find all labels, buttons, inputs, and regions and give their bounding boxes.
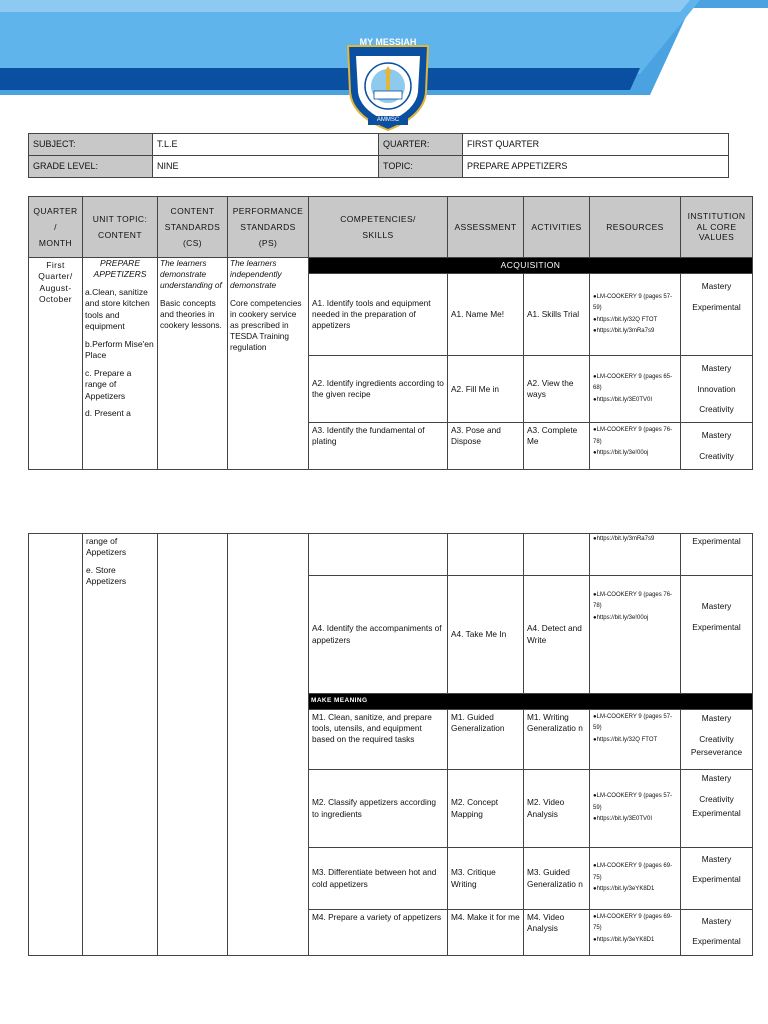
unit-topic-cell — [83, 258, 158, 470]
unit-item: a.Clean, sanitize and store kitchen tools and equipment — [85, 286, 150, 332]
core-value: Mastery — [701, 430, 732, 441]
assessment-cell: A2. Fill Me in — [448, 356, 524, 423]
school-name: MY MESSIAH — [359, 37, 417, 47]
info-row-subject — [29, 134, 729, 156]
core-value: Mastery — [701, 601, 732, 611]
resources-cell — [590, 770, 681, 848]
core-value: Mastery — [701, 363, 732, 373]
resources-cell — [590, 576, 681, 694]
core-value: Mastery — [701, 916, 732, 926]
band-make-meaning: MAKE MEANING — [309, 694, 753, 710]
competency-cell: M4. Prepare a variety of appetizers — [309, 910, 448, 956]
content-standards-cell — [158, 258, 228, 470]
subject-label: SUBJECT: — [29, 134, 153, 156]
resource-link[interactable]: ●https://bit.ly/3mRa7s9 — [593, 536, 655, 542]
assessment-cell: M1. Guided Generalization — [448, 710, 524, 770]
unit-item: b.Perform Mise'en Place — [85, 338, 154, 361]
unit-item: d. Present a — [85, 408, 131, 419]
resources-cell — [590, 356, 681, 423]
quarter-label: QUARTER: — [379, 134, 463, 156]
resources-cell — [590, 423, 681, 469]
unit-item: range of Appetizers — [86, 536, 127, 558]
performance-standards-cell — [228, 258, 309, 470]
competency-cell: A2. Identify ingredients according to the given recipe — [309, 356, 448, 423]
header-unit-topic: UNIT TOPIC: CONTENT — [83, 197, 158, 258]
core-value: Experimental — [692, 935, 741, 946]
unit-item: e. Store Appetizers — [86, 564, 127, 587]
curriculum-table-part2 — [28, 533, 753, 956]
core-value: Creativity — [699, 733, 734, 744]
core-value: Experimental — [692, 621, 741, 632]
core-values-cell — [681, 910, 753, 956]
quarter-value: FIRST QUARTER — [463, 134, 729, 156]
activity-cell: A3. Complete Me — [524, 423, 590, 469]
grade-value: NINE — [153, 156, 379, 178]
unit-title: PREPARE APPETIZERS — [93, 258, 147, 280]
assessment-cell: M2. Concept Mapping — [448, 770, 524, 848]
competency-cell: A4. Identify the accompaniments of appetizers — [309, 576, 448, 694]
header-competencies: COMPETENCIES/ SKILLS — [309, 197, 448, 258]
content-standards-cell-cont — [158, 534, 228, 956]
core-value: Mastery — [701, 281, 732, 291]
header-quarter-month: QUARTER / MONTH — [29, 197, 83, 258]
assessment-cell: M4. Make it for me — [448, 910, 524, 956]
assessment-cell: A4. Take Me In — [448, 576, 524, 694]
core-value: Experimental — [692, 807, 741, 818]
quarter-month-cell-cont — [29, 534, 83, 956]
assessment-cell — [448, 534, 524, 576]
quarter-month-cell: First Quarter/ August- October — [29, 258, 83, 470]
info-row-grade — [29, 156, 729, 178]
activity-cell: A4. Detect and Write — [524, 576, 590, 694]
resources-cell — [590, 710, 681, 770]
activity-cell: M4. Video Analysis — [524, 910, 590, 956]
core-values-cell — [681, 423, 753, 469]
header-resources: RESOURCES — [590, 197, 681, 258]
core-values-cell — [681, 770, 753, 848]
core-value: Experimental — [692, 873, 741, 884]
core-values-cell — [681, 576, 753, 694]
topic-value: PREPARE APPETIZERS — [463, 156, 729, 178]
curriculum-table-part1 — [28, 196, 753, 470]
header-performance-standards: PERFORMANCE STANDARDS (PS) — [228, 197, 309, 258]
header-activities: ACTIVITIES — [524, 197, 590, 258]
cs-text: Basic concepts and theories in cookery lessons. — [160, 297, 222, 330]
ps-text: Core competencies in cookery service as prescribed in TESDA Training regulation — [230, 297, 302, 353]
resource-link[interactable]: ●https://bit.ly/3eYK8D1 — [593, 886, 655, 893]
resource-link[interactable]: ●https://bit.ly/3E0TV0I — [593, 396, 652, 403]
table-header-row — [29, 197, 753, 258]
core-value: Creativity — [699, 450, 734, 461]
resource-item: ●LM-COOKERY 9 (pages 69-75) — [593, 914, 673, 932]
core-value: Mastery — [701, 773, 732, 783]
school-logo — [338, 34, 438, 134]
competency-cell — [309, 534, 448, 576]
assessment-cell: A3. Pose and Dispose — [448, 423, 524, 469]
resource-link[interactable]: ●https://bit.ly/3e!00oj — [593, 614, 649, 621]
cs-italic: The learners demonstrate understanding of — [160, 258, 222, 291]
info-table — [28, 133, 729, 178]
unit-topic-cell-cont — [83, 534, 158, 956]
resource-item: ●LM-COOKERY 9 (pages 65-68) — [593, 374, 673, 392]
topic-label: TOPIC: — [379, 156, 463, 178]
resource-link[interactable]: ●https://bit.ly/3mRa7s9 — [593, 327, 655, 334]
table-row — [29, 534, 753, 576]
core-value: Innovation — [697, 383, 736, 394]
activity-cell: A1. Skills Trial — [524, 274, 590, 356]
resource-item: ●LM-COOKERY 9 (pages 69-75) — [593, 863, 673, 881]
activity-cell — [524, 534, 590, 576]
core-value: Creativity — [699, 794, 734, 805]
competency-cell: M2. Classify appetizers according to ingredients — [309, 770, 448, 848]
ps-italic: The learners independently demonstrate — [230, 258, 282, 291]
competency-cell: M1. Clean, sanitize, and prepare tools, utensils, and equipment based on the required tasks — [309, 710, 448, 770]
resource-item: ●LM-COOKERY 9 (pages 76-78) — [593, 592, 673, 610]
activity-cell: A2. View the ways — [524, 356, 590, 423]
activity-cell: M3. Guided Generalizatio n — [524, 848, 590, 910]
resource-link[interactable]: ●https://bit.ly/32Q FTOT — [593, 316, 658, 323]
resource-link[interactable]: ●https://bit.ly/3e!00oj — [593, 449, 649, 456]
core-value: Experimental — [692, 301, 741, 312]
resource-link[interactable]: ●https://bit.ly/3eYK8D1 — [593, 936, 655, 943]
resource-item: ●LM-COOKERY 9 (pages 57-59) — [593, 714, 673, 732]
resources-cell — [590, 910, 681, 956]
activity-cell: M1. Writing Generalizatio n — [524, 710, 590, 770]
core-values-cell — [681, 534, 753, 576]
assessment-cell: A1. Name Me! — [448, 274, 524, 356]
core-values-cell — [681, 356, 753, 423]
resource-item: ●LM-COOKERY 9 (pages 57-59) — [593, 293, 673, 312]
competency-cell: A1. Identify tools and equipment needed in the preparation of appetizers — [309, 274, 448, 356]
core-value: Creativity — [699, 404, 734, 415]
competency-cell: A3. Identify the fundamental of plating — [309, 423, 448, 469]
grade-label: GRADE LEVEL: — [29, 156, 153, 178]
unit-item: c. Prepare a range of Appetizers — [85, 367, 132, 401]
core-value: Mastery — [701, 854, 732, 864]
core-values-cell — [681, 710, 753, 770]
resources-cell — [590, 534, 681, 576]
resources-cell — [590, 274, 681, 356]
core-values-cell — [681, 848, 753, 910]
resource-link[interactable]: ●https://bit.ly/3E0TV0I — [593, 816, 652, 823]
core-value: Experimental — [692, 536, 741, 546]
activity-cell: M2. Video Analysis — [524, 770, 590, 848]
band-row-acquisition — [29, 258, 753, 274]
assessment-cell: M3. Critique Writing — [448, 848, 524, 910]
school-abbreviation: AMMSC — [376, 117, 400, 123]
performance-standards-cell-cont — [228, 534, 309, 956]
resource-item: ●LM-COOKERY 9 (pages 76-78) — [593, 427, 673, 445]
band-acquisition: ACQUISITION — [309, 258, 753, 274]
header-content-standards: CONTENT STANDARDS (CS) — [158, 197, 228, 258]
resource-link[interactable]: ●https://bit.ly/32Q FTOT — [593, 736, 658, 743]
header-assessment: ASSESSMENT — [448, 197, 524, 258]
resource-item: ●LM-COOKERY 9 (pages 57-59) — [593, 793, 673, 811]
subject-value: T.L.E — [153, 134, 379, 156]
resources-cell — [590, 848, 681, 910]
core-value: Perseverance — [690, 746, 743, 757]
competency-cell: M3. Differentiate between hot and cold appetizers — [309, 848, 448, 910]
core-values-cell — [681, 274, 753, 356]
header-core-values: INSTITUTION AL CORE VALUES — [681, 197, 753, 258]
core-value: Mastery — [701, 713, 732, 723]
